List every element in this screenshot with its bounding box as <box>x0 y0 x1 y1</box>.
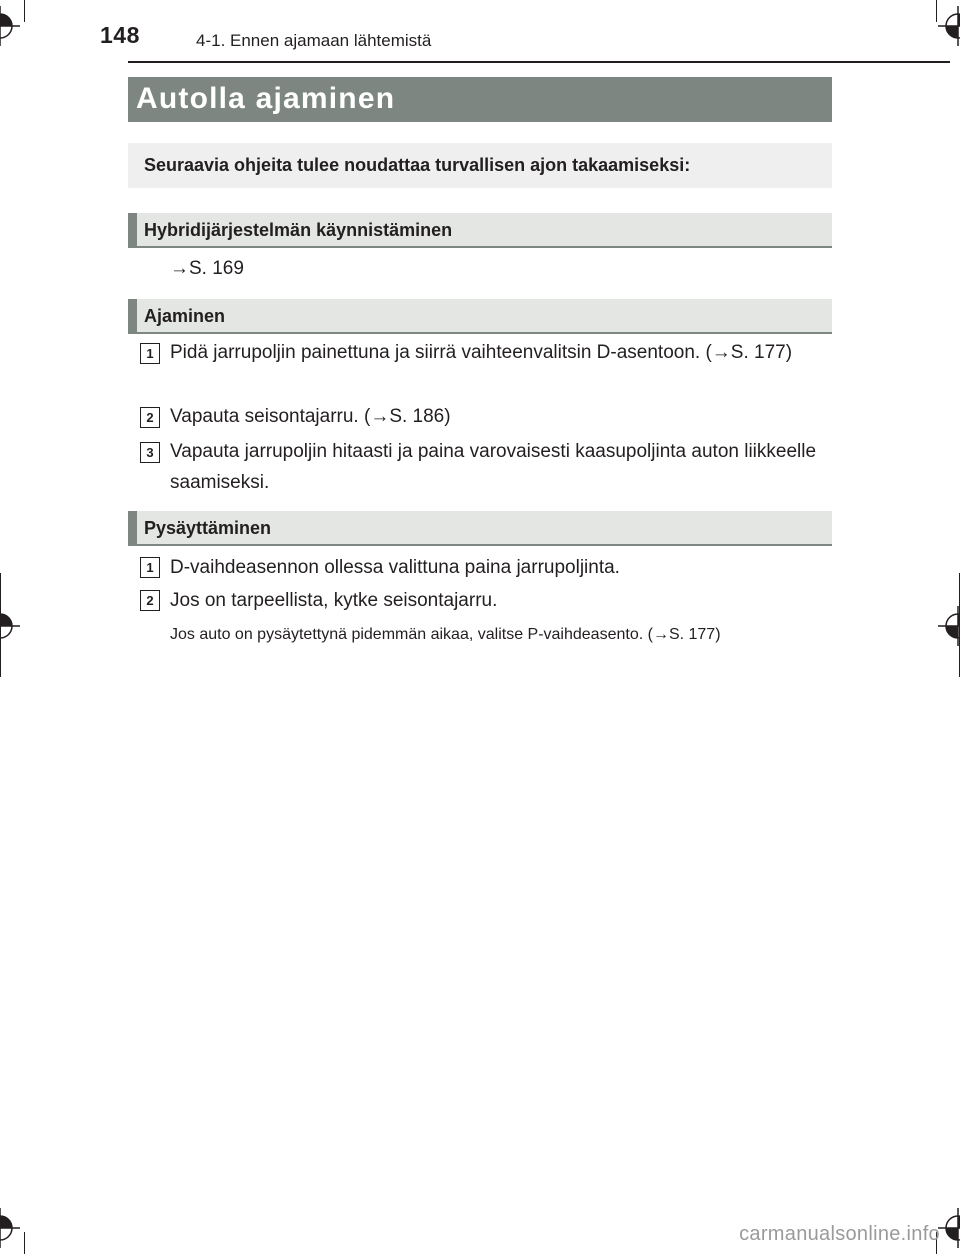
step-text: Jos on tarpeellista, kytke seisontajarru. <box>170 590 498 611</box>
subhead-bar <box>128 213 137 248</box>
step-text: D-vaihdeasennon ollessa valittuna paina jarrupoljinta. <box>170 557 620 578</box>
note-text: Jos auto on pysäytettynä pidemmän aikaa, valitse P-vaihdeasento. (→S. 177) <box>170 626 721 643</box>
subhead-stopping <box>128 511 832 546</box>
intro-box <box>128 143 832 188</box>
step-text: Vapauta seisontajarru. (→S. 186) <box>170 406 451 427</box>
page-title: Autolla ajaminen <box>136 82 396 115</box>
step-text: Pidä jarrupoljin painettuna ja siirrä vaihteenvalitsin D-asentoon. (→S. 177) <box>170 342 793 363</box>
step-number-badge: 1 <box>140 557 160 578</box>
registration-mark-bottom-left <box>0 1208 20 1248</box>
crop-line <box>936 0 937 22</box>
subhead-start <box>128 213 832 248</box>
step-number-badge: 1 <box>140 343 160 364</box>
watermark: carmanualsonline.info <box>739 1223 940 1245</box>
subhead-bar <box>128 299 137 334</box>
reference-link[interactable]: →S. 169 <box>170 258 244 279</box>
registration-mark-top-right <box>938 6 960 46</box>
step-text: Vapauta jarrupoljin hitaasti ja paina varovaisesti kaasupoljinta auton liikkeelle saamiseksi. <box>170 441 817 493</box>
subhead-driving <box>128 299 832 334</box>
crop-line <box>24 0 25 22</box>
step-number-badge: 2 <box>140 407 160 428</box>
crop-line <box>24 1232 25 1254</box>
page-number: 148 <box>100 22 140 48</box>
step-number-badge: 2 <box>140 590 160 611</box>
subhead-bar <box>128 511 137 546</box>
subhead-label: Pysäyttäminen <box>144 518 272 538</box>
subhead-label: Hybridijärjestelmän käynnistäminen <box>144 220 453 240</box>
header-rule <box>128 61 950 63</box>
subhead-label: Ajaminen <box>144 306 226 326</box>
registration-mark-mid-left <box>0 606 20 646</box>
registration-mark-bottom-right <box>938 1208 960 1248</box>
section-label: 4-1. Ennen ajamaan lähtemistä <box>196 31 432 50</box>
registration-mark-mid-right <box>938 606 960 646</box>
title-band <box>128 77 832 122</box>
intro-text: Seuraavia ohjeita tulee noudattaa turvallisen ajon takaamiseksi: <box>144 155 691 175</box>
registration-mark-top-left <box>0 6 20 46</box>
step-number-badge: 3 <box>140 442 160 463</box>
crop-line <box>0 573 1 677</box>
